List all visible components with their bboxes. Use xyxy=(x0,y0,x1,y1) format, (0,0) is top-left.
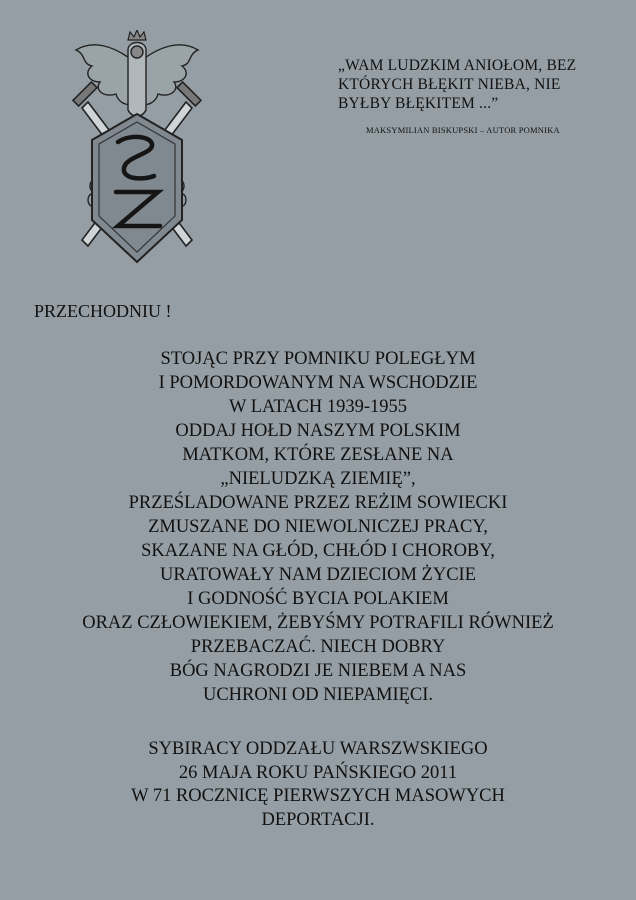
inscription-line: PRZEBACZAĆ. NIECH DOBRY xyxy=(190,637,446,657)
inscription-line: ORAZ CZŁOWIEKIEM, ŻEBYŚMY POTRAFILI RÓWNIEŻ xyxy=(82,613,554,633)
inscription-line: W LATACH 1939-1955 xyxy=(228,397,408,417)
inscription-line: SKAZANE NA GŁÓD, CHŁÓD I CHOROBY, xyxy=(141,541,495,561)
quote-line: „WAM LUDZKIM ANIOŁOM, BEZ xyxy=(338,57,577,74)
inscription-line: I GODNOŚĆ BYCIA POLAKIEM xyxy=(187,589,449,609)
inscription-line: STOJĄC PRZY POMNIKU POLEGŁYM xyxy=(160,349,476,369)
memorial-signature xyxy=(0,738,636,832)
inscription-line: MATKOM, KTÓRE ZESŁANE NA xyxy=(182,445,454,465)
signature-line: 26 MAJA ROKU PAŃSKIEGO 2011 xyxy=(178,762,458,783)
quote-author: MAKSYMILIAN BISKUPSKI – AUTOR POMNIKA xyxy=(366,125,560,135)
inscription-line: „NIELUDZKĄ ZIEMIĘ”, xyxy=(220,469,416,489)
inscription-line: URATOWAŁY NAM DZIECIOM ŻYCIE xyxy=(159,565,477,585)
inscription-line: BÓG NAGRODZI JE NIEBEM A NAS xyxy=(169,661,467,681)
memorial-quote xyxy=(338,56,618,113)
inscription-line: PRZEŚLADOWANE PRZEZ REŻIM SOWIECKI xyxy=(128,493,508,513)
quote-line: KTÓRYCH BŁĘKIT NIEBA, NIE xyxy=(338,76,561,93)
inscription-line: ODDAJ HOŁD NASZYM POLSKIM xyxy=(175,421,461,441)
inscription-line: ZMUSZANE DO NIEWOLNICZEJ PRACY, xyxy=(148,517,488,537)
signature-line: W 71 ROCZNICĘ PIERWSZYCH MASOWYCH xyxy=(131,786,505,806)
greeting-heading: PRZECHODNIU ! xyxy=(34,301,172,321)
signature-line: SYBIRACY ODDZAŁU WARSZWSKIEGO xyxy=(148,739,488,759)
inscription-line: UCHRONI OD NIEPAMIĘCI. xyxy=(202,685,434,705)
eagle-crest-emblem-icon xyxy=(72,30,202,270)
memorial-inscription xyxy=(0,347,636,707)
inscription-line: I POMORDOWANYM NA WSCHODZIE xyxy=(158,373,478,393)
quote-line: BYŁBY BŁĘKITEM ...” xyxy=(338,95,499,112)
signature-line: DEPORTACJI. xyxy=(261,809,375,830)
